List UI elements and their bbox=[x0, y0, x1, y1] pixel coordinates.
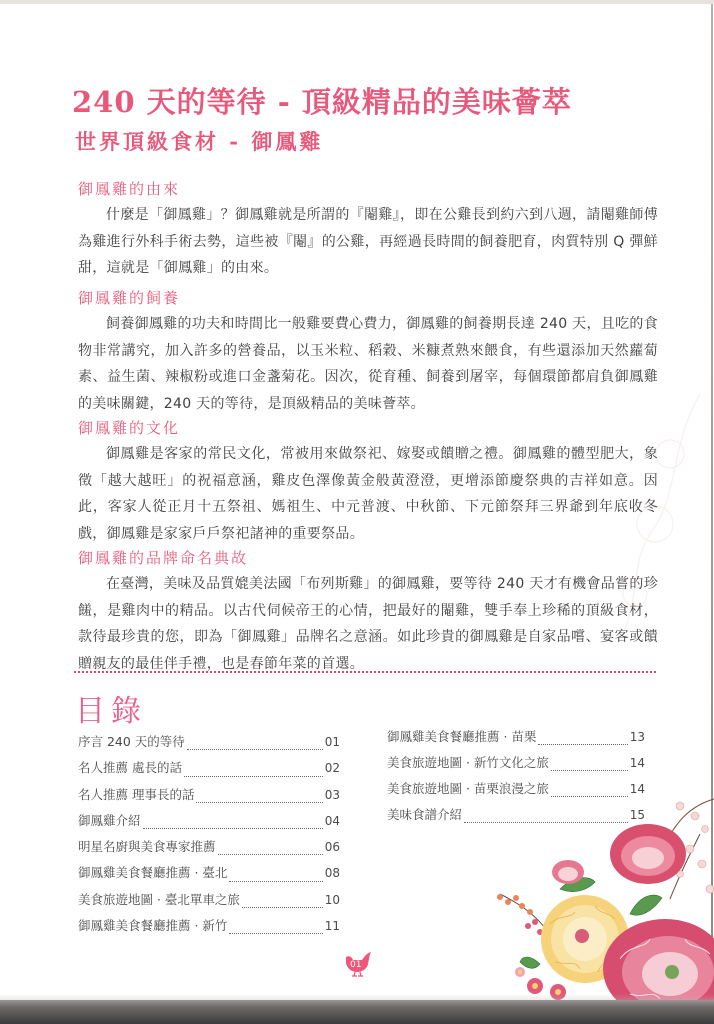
page-number-badge bbox=[343, 948, 373, 978]
toc-item-page: 10 bbox=[324, 892, 340, 907]
page-title: 240 天的等待 - 頂級精品的美味薈萃 bbox=[72, 85, 572, 119]
toc-item-label: 序言 240 天的等待 bbox=[78, 734, 185, 749]
toc-item-page: 06 bbox=[324, 840, 340, 855]
toc-leader-dots bbox=[538, 744, 627, 745]
floral-watermark-icon bbox=[560, 384, 710, 644]
toc-item[interactable] bbox=[78, 758, 340, 784]
toc-item-label: 美食旅遊地圖 · 臺北單車之旅 bbox=[78, 891, 240, 907]
toc-item-label: 明星名廚與美食專家推薦 bbox=[78, 839, 216, 855]
toc-leader-dots bbox=[184, 776, 323, 777]
toc-column-left bbox=[78, 732, 340, 942]
toc-leader-dots bbox=[143, 828, 323, 829]
toc-item[interactable] bbox=[78, 837, 340, 863]
toc-item[interactable] bbox=[78, 890, 340, 916]
toc-item[interactable] bbox=[78, 785, 340, 811]
toc-item-page: 02 bbox=[324, 761, 340, 776]
toc-item-page: 13 bbox=[629, 730, 645, 744]
toc-item-page: 01 bbox=[324, 735, 340, 749]
toc-leader-dots bbox=[196, 802, 322, 803]
toc-leader-dots bbox=[218, 854, 323, 855]
toc-item-page: 11 bbox=[324, 919, 340, 934]
section-heading: 御鳳雞的品牌命名典故 bbox=[78, 549, 249, 567]
page-number: 01 bbox=[350, 960, 362, 970]
toc-item-label: 名人推薦 處長的話 bbox=[78, 760, 182, 776]
toc-item[interactable] bbox=[78, 811, 340, 837]
scan-bottom-border bbox=[0, 1000, 714, 1024]
toc-item-page: 03 bbox=[324, 787, 340, 802]
toc-item[interactable] bbox=[387, 727, 645, 753]
toc-title: 目錄 bbox=[75, 694, 147, 729]
section-heading: 御鳳雞的文化 bbox=[78, 419, 181, 437]
section-heading: 御鳳雞的由來 bbox=[78, 180, 181, 198]
toc-item[interactable] bbox=[78, 863, 340, 889]
toc-item-label: 御鳳雞美食餐廳推薦 · 苗栗 bbox=[387, 729, 537, 744]
page-subtitle: 世界頂級食材 - 御鳳雞 bbox=[75, 129, 324, 154]
toc-item[interactable] bbox=[387, 753, 645, 779]
toc-leader-dots bbox=[551, 770, 628, 771]
toc-item-page: 14 bbox=[629, 782, 645, 796]
toc-item[interactable] bbox=[78, 732, 340, 758]
toc-leader-dots bbox=[229, 881, 322, 882]
section-body: 御鳳雞是客家的常民文化，常被用來做祭祀、嫁娶或饋贈之禮。御鳳雞的體型肥大，象徵「越大越旺」的祝福意涵，雞皮色澤像黃金般黃澄澄，更增添節慶祭典的吉祥如意。因此，客家人從正月十五祭祖、媽祖生、中元普渡、中秋節、下元節祭拜三界爺到年底收冬戲，御鳳雞是家家戶戶祭祀諸神的重要祭品。 bbox=[78, 446, 658, 542]
toc-leader-dots bbox=[229, 933, 322, 934]
toc-item-page: 14 bbox=[629, 756, 645, 770]
dotted-divider bbox=[74, 671, 656, 673]
toc-item-page: 04 bbox=[324, 813, 340, 828]
section-heading: 御鳳雞的飼養 bbox=[78, 289, 181, 307]
toc-item[interactable] bbox=[78, 916, 340, 942]
toc-leader-dots bbox=[187, 749, 323, 750]
toc-leader-dots bbox=[242, 907, 323, 908]
toc-item-label: 御鳳雞介紹 bbox=[78, 812, 141, 828]
toc-item-label: 美食旅遊地圖 · 新竹文化之旅 bbox=[387, 755, 549, 770]
toc-item-label: 御鳳雞美食餐廳推薦 · 臺北 bbox=[78, 865, 228, 881]
toc-item-label: 御鳳雞美食餐廳推薦 · 新竹 bbox=[78, 918, 228, 934]
toc-item-page: 15 bbox=[629, 808, 645, 822]
toc-item-label: 美食旅遊地圖 · 苗栗浪漫之旅 bbox=[387, 781, 549, 796]
toc-item-label: 美味食譜介紹 bbox=[387, 807, 463, 822]
section-body: 什麼是「御鳳雞」？御鳳雞就是所謂的『閹雞』，即在公雞長到約六到八週，請閹雞師傅為雞進行外科手術去勢，這些被『閹』的公雞，再經過長時間的飼養肥育，肉質特別 Q 彈鮮甜，這就是「御鳳雞」的由來。 bbox=[78, 207, 658, 276]
section-body: 在臺灣，美味及品質媲美法國「布列斯雞」的御鳳雞，要等待 240 天才有機會品嘗的珍饈，是雞肉中的精品。以古代伺候帝王的心情，把最好的閹雞，雙手奉上珍稀的頂級食材，款待最珍貴的您，即為「御鳳雞」品牌名之意涵。如此珍貴的御鳳雞是自家品嚐、宴客或饋贈親友的最佳伴手禮，也是春節年菜的首選。 bbox=[78, 576, 658, 672]
section-body: 飼養御鳳雞的功夫和時間比一般雞要費心費力，御鳳雞的飼養期長達 240 天，且吃的食物非常講究，加入許多的營養品，以玉米粒、稻穀、米糠煮熟來餵食，有些還添加天然蘿蔔素、益生菌、辣椒粉或進口金盞菊花。因次，從育種、飼養到屠宰，每個環節都肩負御鳳雞的美味關鍵，240 天的等待，是頂級精品的美味薈萃。 bbox=[78, 316, 658, 412]
toc-item-label: 名人推薦 理事長的話 bbox=[78, 786, 195, 802]
peony-floral-illustration-icon bbox=[480, 794, 714, 1004]
toc-item-page: 08 bbox=[324, 866, 340, 881]
section-origin bbox=[78, 178, 658, 282]
